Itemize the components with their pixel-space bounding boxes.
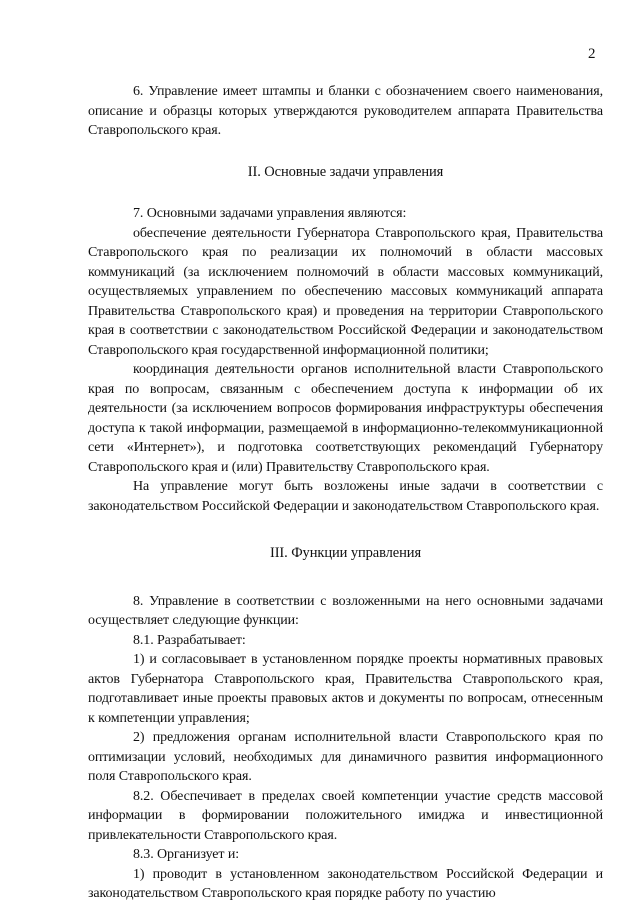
paragraph-7-task-2: координация деятельности органов исполнительной власти Ставропольского края по вопросам, связанным с обеспечением доступа к информации об их деятельности (за исключением вопросов формирования инфраструктуры обеспечения доступа к такой информации, размещаемой в информационно-телекоммуникационной сети «Интернет»), и подготовка соответствующих рекомендаций Губернатору Ставропольского края и (или) Правительству Ставропольского края. bbox=[88, 362, 603, 475]
paragraph-7-task-1: обеспечение деятельности Губернатора Ставропольского края, Правительства Ставропольского края по реализации их полномочий в области массовых коммуникаций (за исключением полномочий в области массовых коммуникаций, осуществляемых управлением по обеспечению массовых коммуникаций аппарата Правительства Ставропольского края) и проведения на территории Ставропольского края в соответствии с законодательством Российской Федерации и законодательством Ставропольского края государственной информационной политики; bbox=[88, 225, 603, 358]
paragraph-8-1-item-2: 2) предложения органам исполнительной власти Ставропольского края по оптимизации условий, необходимых для динамичного развития информационного поля Ставропольского края. bbox=[88, 730, 603, 784]
paragraph-8-1: 8.1. Разрабатывает: bbox=[133, 632, 246, 648]
page-number: 2 bbox=[588, 46, 596, 62]
paragraph-8-2: 8.2. Обеспечивает в пределах своей компетенции участие средств массовой информации в формировании положительного имиджа и инвестиционной привлекательности Ставропольского края. bbox=[88, 788, 603, 843]
section-heading-3: III. Функции управления bbox=[269, 545, 422, 561]
paragraph-8-intro: 8. Управление в соответствии с возложенными на него основными задачами осуществляет следующие функции: bbox=[88, 593, 603, 628]
paragraph-8-3: 8.3. Организует и: bbox=[133, 847, 240, 862]
paragraph-other-tasks: На управление могут быть возложены иные задачи в соответствии с законодательством Российской Федерации и законодательством Ставропольского края. bbox=[88, 479, 603, 514]
paragraph-7-intro: 7. Основными задачами управления являются: bbox=[133, 206, 407, 221]
paragraph-8-1-item-1: 1) и согласовывает в установленном порядке проекты нормативных правовых актов Губернатора Ставропольского края, Правительства Ставропольского края, подготавливает иные проекты правовых актов и документы по вопросам, отнесенным к компетенции управления; bbox=[88, 652, 603, 726]
section-heading-2: II. Основные задачи управления bbox=[247, 163, 444, 180]
document-body bbox=[88, 82, 603, 904]
paragraph-8-3-item-1: 1) проводит в установленном законодательством Российской Федерации и законодательством Ставропольского края порядке работу по участию bbox=[88, 866, 603, 901]
paragraph-6-stamps: 6. Управление имеет штампы и бланки с обозначением своего наименования, описание и образцы которых утверждаются руководителем аппарата Правительства Ставропольского края. bbox=[88, 84, 603, 138]
